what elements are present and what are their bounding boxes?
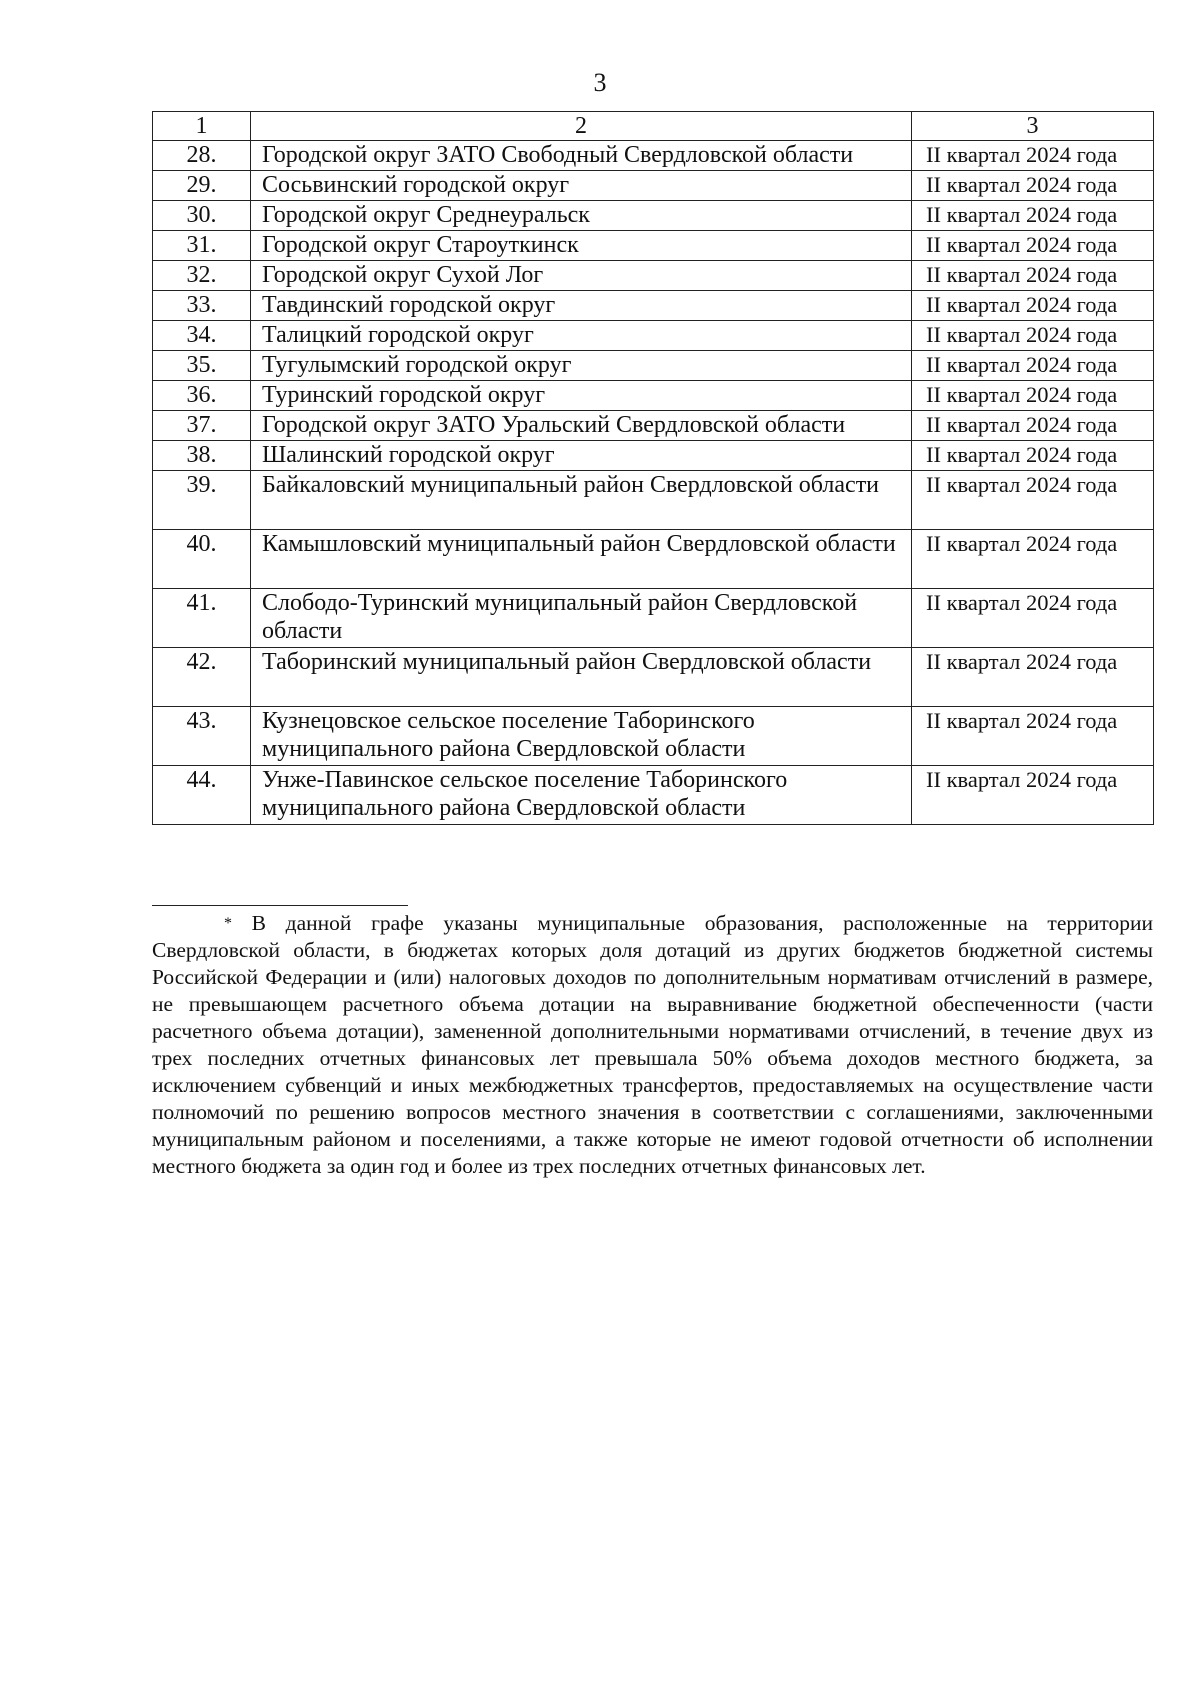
reporting-period: II квартал 2024 года	[912, 261, 1154, 291]
row-number: 36.	[153, 381, 251, 411]
reporting-period: II квартал 2024 года	[912, 171, 1154, 201]
reporting-period: II квартал 2024 года	[912, 471, 1154, 530]
municipality-name: Камышловский муниципальный район Свердловской области	[251, 530, 912, 589]
municipalities-table	[152, 111, 1154, 825]
reporting-period: II квартал 2024 года	[912, 530, 1154, 589]
table-row	[153, 321, 1154, 351]
row-number: 38.	[153, 441, 251, 471]
row-number: 40.	[153, 530, 251, 589]
table-row	[153, 171, 1154, 201]
column-header-number: 1	[153, 112, 251, 141]
municipality-name: Сосьвинский городской округ	[251, 171, 912, 201]
municipality-name: Городской округ Среднеуральск	[251, 201, 912, 231]
reporting-period: II квартал 2024 года	[912, 351, 1154, 381]
row-number: 44.	[153, 766, 251, 825]
row-number: 31.	[153, 231, 251, 261]
municipality-name: Городской округ Сухой Лог	[251, 261, 912, 291]
table-row	[153, 141, 1154, 171]
table-row	[153, 381, 1154, 411]
column-header-period: 3	[912, 112, 1154, 141]
reporting-period: II квартал 2024 года	[912, 381, 1154, 411]
reporting-period: II квартал 2024 года	[912, 231, 1154, 261]
table-body	[153, 112, 1154, 825]
row-number: 34.	[153, 321, 251, 351]
footnote	[152, 910, 1153, 1180]
municipality-name: Городской округ ЗАТО Свободный Свердловской области	[251, 141, 912, 171]
table-row	[153, 411, 1154, 441]
municipality-name: Слободо-Туринский муниципальный район Свердловской области	[251, 589, 912, 648]
table-header-row	[153, 112, 1154, 141]
table-row	[153, 648, 1154, 707]
table-row	[153, 471, 1154, 530]
municipality-name: Талицкий городской округ	[251, 321, 912, 351]
municipality-name: Тавдинский городской округ	[251, 291, 912, 321]
page-number: 3	[593, 68, 607, 97]
table-row	[153, 766, 1154, 825]
table-row	[153, 201, 1154, 231]
row-number: 41.	[153, 589, 251, 648]
row-number: 29.	[153, 171, 251, 201]
row-number: 30.	[153, 201, 251, 231]
table-row	[153, 707, 1154, 766]
table-row	[153, 261, 1154, 291]
row-number: 35.	[153, 351, 251, 381]
footnote-divider	[152, 905, 408, 906]
row-number: 32.	[153, 261, 251, 291]
table-row	[153, 530, 1154, 589]
row-number: 43.	[153, 707, 251, 766]
reporting-period: II квартал 2024 года	[912, 441, 1154, 471]
row-number: 42.	[153, 648, 251, 707]
row-number: 39.	[153, 471, 251, 530]
row-number: 33.	[153, 291, 251, 321]
table-row	[153, 351, 1154, 381]
municipality-name: Таборинский муниципальный район Свердловской области	[251, 648, 912, 707]
table-row	[153, 441, 1154, 471]
municipality-name: Городской округ Староуткинск	[251, 231, 912, 261]
reporting-period: II квартал 2024 года	[912, 141, 1154, 171]
table-row	[153, 291, 1154, 321]
municipality-name: Унже-Павинское сельское поселение Таборинского муниципального района Свердловской области	[251, 766, 912, 825]
municipality-name: Туринский городской округ	[251, 381, 912, 411]
column-header-name: 2	[251, 112, 912, 141]
municipality-name: Кузнецовское сельское поселение Таборинского муниципального района Свердловской области	[251, 707, 912, 766]
row-number: 28.	[153, 141, 251, 171]
municipality-name: Городской округ ЗАТО Уральский Свердловской области	[251, 411, 912, 441]
reporting-period: II квартал 2024 года	[912, 321, 1154, 351]
row-number: 37.	[153, 411, 251, 441]
reporting-period: II квартал 2024 года	[912, 201, 1154, 231]
footnote-text: В данной графе указаны муниципальные образования, расположенные на территории Свердловской области, в бюджетах которых доля дотаций из других бюджетов бюджетной системы Российской Федерации и (или) налоговых доходов по дополнительным нормативам отчислений в размере, не превышающем расчетного объема дотации на выравнивание бюджетной обеспеченности (части расчетного объема дотации), замененной дополнительными нормативами отчислений, в течение двух из трех последних отчетных финансовых лет превышала 50% объема доходов местного бюджета, за исключением субвенций и иных межбюджетных трансфертов, предоставляемых на осуществление части полномочий по решению вопросов местного значения в соответствии с соглашениями, заключенными муниципальным районом и поселениями, а также которые не имеют годовой отчетности об исполнении местного бюджета за один год и более из трех последних отчетных финансовых лет.	[152, 911, 1153, 1178]
reporting-period: II квартал 2024 года	[912, 648, 1154, 707]
reporting-period: II квартал 2024 года	[912, 707, 1154, 766]
reporting-period: II квартал 2024 года	[912, 589, 1154, 648]
reporting-period: II квартал 2024 года	[912, 291, 1154, 321]
municipality-name: Тугулымский городской округ	[251, 351, 912, 381]
reporting-period: II квартал 2024 года	[912, 411, 1154, 441]
reporting-period: II квартал 2024 года	[912, 766, 1154, 825]
table-row	[153, 231, 1154, 261]
footnote-marker: *	[224, 915, 232, 932]
municipality-name: Шалинский городской округ	[251, 441, 912, 471]
table-row	[153, 589, 1154, 648]
municipality-name: Байкаловский муниципальный район Свердловской области	[251, 471, 912, 530]
